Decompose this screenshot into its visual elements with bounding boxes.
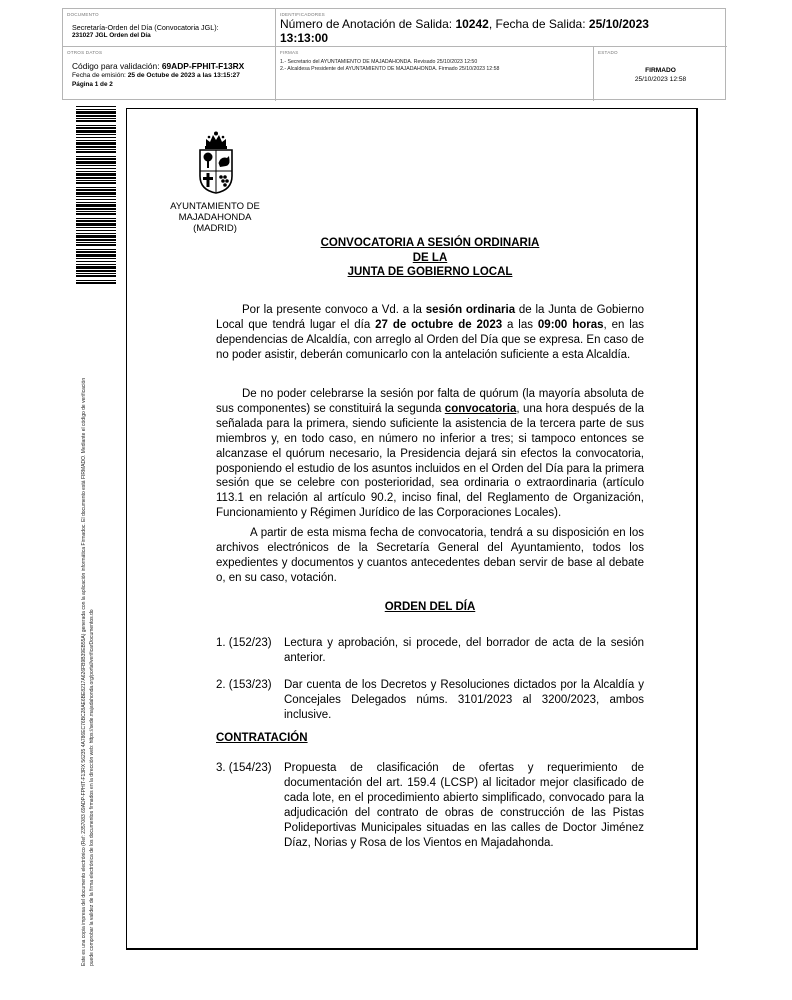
paragraph-convocatoria bbox=[216, 303, 644, 363]
ayuntamiento-name bbox=[150, 201, 280, 234]
agenda-item-text: Propuesta de clasificación de ofertas y requerimiento de documentación del art. 159.4 (LCSP) al licitador mejor clasificado de cada lote, en el procedimiento abierto simplificado, convocado para la adjudicación del contrato de obras de construcción de las Pistas Polideportivas Municipales situadas en las calles de Doctor Jiménez Díaz, Norias y Rosa de los Vientos en Majadahonda. bbox=[284, 762, 644, 849]
barcode-bar bbox=[76, 249, 116, 250]
barcode-bar bbox=[76, 149, 116, 150]
barcode-bar bbox=[76, 251, 116, 253]
barcode-bar bbox=[76, 127, 116, 129]
barcode-bar bbox=[76, 213, 116, 215]
barcode-bar bbox=[76, 264, 116, 265]
coat-of-arms-icon bbox=[196, 130, 236, 194]
estado-fecha: 25/10/2023 12:58 bbox=[634, 76, 687, 83]
registro-cell bbox=[276, 9, 727, 47]
otros-datos-cell bbox=[63, 47, 276, 101]
registro-time: 13:13:00 bbox=[280, 31, 329, 45]
margin-line-2: puede comprobar la validez de la firma electrónica de los documentos firmados en la dirección web: https://sede.majadahonda.org/portal/verificarDocumentos.do bbox=[89, 609, 95, 966]
barcode-bar bbox=[76, 223, 116, 226]
barcode-bar bbox=[76, 192, 116, 195]
firmas-cell bbox=[276, 47, 594, 101]
registro-number: 10242 bbox=[455, 17, 489, 31]
barcode-bar bbox=[76, 270, 116, 272]
registro-date: 25/10/2023 bbox=[588, 17, 649, 31]
barcode-bar bbox=[76, 242, 116, 243]
p1-fecha: 27 de octubre de 2023 bbox=[375, 318, 503, 331]
barcode-bar bbox=[76, 137, 116, 138]
barcode-bar bbox=[76, 120, 116, 122]
barcode-bar bbox=[76, 165, 116, 166]
estado-cell bbox=[594, 47, 727, 101]
barcode-bar bbox=[76, 261, 116, 262]
barcode-bar bbox=[76, 130, 116, 133]
barcode-bar bbox=[76, 109, 116, 110]
document-title bbox=[216, 236, 644, 280]
pagina-indicator: Página 1 de 2 bbox=[72, 81, 113, 88]
agenda-item-number: 1. (152/23) bbox=[216, 637, 272, 649]
documento-label: DOCUMENTO bbox=[67, 12, 99, 17]
p1-sesion-ordinaria: sesión ordinaria bbox=[425, 304, 516, 316]
codigo-value: 69ADP-FPHIT-F13RX bbox=[161, 61, 245, 71]
barcode-bar bbox=[76, 142, 116, 145]
agenda-item-number: 3. (154/23) bbox=[216, 762, 272, 774]
p1-text-c: de la Junta de Gobierno Local que tendrá lugar el día bbox=[216, 304, 644, 331]
agenda-item-number: 2. (153/23) bbox=[216, 679, 272, 691]
barcode-image bbox=[76, 106, 116, 284]
emision-prefix: Fecha de emisión: bbox=[72, 72, 128, 79]
estado-label: ESTADO bbox=[598, 50, 618, 55]
barcode-bar bbox=[76, 199, 116, 200]
ayto-line-1: AYUNTAMIENTO DE bbox=[170, 201, 260, 212]
barcode-bar bbox=[76, 118, 116, 119]
barcode-bar bbox=[76, 125, 116, 126]
fecha-emision bbox=[72, 72, 240, 79]
barcode-bar bbox=[76, 180, 116, 181]
title-line-1: CONVOCATORIA A SESIÓN ORDINARIA bbox=[320, 237, 540, 249]
barcode-bar bbox=[76, 189, 116, 191]
barcode-bar bbox=[76, 227, 116, 228]
p1-text-e: a las bbox=[502, 318, 538, 331]
barcode-bar bbox=[76, 235, 116, 238]
barcode-bar bbox=[76, 187, 116, 188]
p1-text-a: Por la presente convoco a Vd. a la bbox=[242, 304, 426, 316]
p2-text-a: De no poder celebrarse la sesión por falta de quórum (la mayoría absoluta de sus componentes) se constituirá la segunda bbox=[216, 388, 644, 415]
barcode-bar bbox=[76, 151, 116, 153]
document-header bbox=[62, 8, 726, 100]
barcode-bar bbox=[76, 211, 116, 212]
registro-label: IDENTIFICADORES bbox=[280, 12, 325, 17]
barcode-bar bbox=[76, 202, 116, 203]
p1-hora: 09:00 horas bbox=[537, 318, 604, 331]
barcode-bar bbox=[76, 208, 116, 210]
barcode-bar bbox=[76, 204, 116, 207]
barcode-bar bbox=[76, 173, 116, 176]
registro-mid: , Fecha de Salida: bbox=[488, 17, 589, 31]
firma-2: 2.- Alcaldesa Presidente del AYUNTAMIENTO DE MAJADAHONDA. Firmado 25/10/2023 12:58 bbox=[280, 66, 500, 72]
barcode-bar bbox=[76, 171, 116, 172]
barcode-bar bbox=[76, 161, 116, 164]
registro-prefix: Número de Anotación de Salida: bbox=[280, 17, 456, 31]
agenda-item-text: Dar cuenta de los Decretos y Resoluciones dictados por la Alcaldía y Concejales Delegados núms. 3101/2023 al 3200/2023, ambos inclusive. bbox=[284, 679, 644, 721]
barcode-bar bbox=[76, 146, 116, 148]
barcode-bar bbox=[76, 258, 116, 259]
contratacion-heading: CONTRATACIÓN bbox=[216, 732, 308, 744]
barcode-bar bbox=[76, 106, 116, 107]
barcode-bar bbox=[76, 156, 116, 157]
barcode-bar bbox=[76, 115, 116, 117]
barcode-bar bbox=[76, 196, 116, 197]
firmas-label: FIRMAS bbox=[280, 50, 299, 55]
codigo-validacion bbox=[72, 61, 244, 71]
documento-cell bbox=[63, 9, 276, 47]
ayto-line-3: (MADRID) bbox=[193, 223, 237, 234]
ayto-line-2: MAJADAHONDA bbox=[178, 212, 252, 223]
firma-1: 1.- Secretario del AYUNTAMIENTO DE MAJADAHONDA. Revisado 25/10/2023 12:50 bbox=[280, 59, 478, 65]
codigo-prefix: Código para validación: bbox=[72, 61, 162, 71]
orden-del-dia-heading: ORDEN DEL DÍA bbox=[384, 601, 476, 613]
documento-ref: 231027 JGL Orden del Día bbox=[72, 32, 151, 39]
emision-value: 25 de Octube de 2023 a las 13:15:27 bbox=[127, 72, 240, 79]
documento-name: Secretaría-Orden del Día (Convocatoria JGL): bbox=[72, 23, 219, 32]
barcode-bar bbox=[76, 254, 116, 257]
registro-text bbox=[280, 17, 720, 45]
title-line-3: JUNTA DE GOBIERNO LOCAL bbox=[347, 266, 513, 278]
paragraph-archivos: A partir de esta misma fecha de convocatoria, tendrá a su disposición en los archivos electrónicos de la Secretaría General del Ayuntamiento, todos los expedientes y documentos y cuantos antecedentes deban servir de base al debate o, en su caso, votación. bbox=[216, 527, 644, 584]
barcode-bar bbox=[76, 266, 116, 269]
paragraph-quorum bbox=[216, 387, 644, 521]
p1-text-g: , en las dependencias de Alcaldía, con arreglo al Orden del Día que se expresa. En caso de no poder asistir, deberán comunicarlo con la antelación suficiente a esta Alcaldía. bbox=[216, 318, 645, 361]
barcode-bar bbox=[76, 134, 116, 135]
estado-value: FIRMADO bbox=[645, 67, 676, 74]
otros-label: OTROS DATOS bbox=[67, 50, 103, 55]
barcode-bar bbox=[76, 158, 116, 160]
margin-line-1: Este es una copia impresa del documento electrónico (Ref: 2357083 69ADP-FPHIT-F13RX 56235 4A786EC76BC28AE6BE8217A626FB9B39EB55A) generada con la aplicación informática Firmadoc. El documento está FIRMADO. Mediante el código de verificación bbox=[81, 377, 87, 966]
barcode-bar bbox=[76, 273, 116, 274]
verification-margin-text bbox=[80, 276, 96, 966]
title-line-2: DE LA bbox=[412, 251, 448, 264]
barcode-bar bbox=[76, 111, 116, 114]
barcode-bar bbox=[76, 177, 116, 179]
barcode-bar bbox=[76, 168, 116, 169]
barcode-bar bbox=[76, 140, 116, 141]
barcode-bar bbox=[76, 230, 116, 231]
barcode-bar bbox=[76, 233, 116, 234]
barcode-bar bbox=[76, 239, 116, 241]
agenda-item-text: Lectura y aprobación, si procede, del borrador de acta de la sesión anterior. bbox=[284, 637, 644, 664]
p2-text-c: , una hora después de la señalada para la primera, siendo suficiente la asistencia de la tercera parte de sus miembros y, en todo caso, en número no inferior a tres; si tampoco entonces se alcanzase el quórum necesario, la Presidencia dejará sin efectos la convocatoria, posponiendo el estudio de los asuntos incluidos en el Orden del Día para la primera sesión que se celebre con posterioridad, sea ordinaria o extraordinaria (artículo 113.1 en relación al artículo 90.2, inciso final, del Reglamento de Organización, Funcionamiento y Régimen Jurídico de las Corporaciones Locales). bbox=[216, 402, 644, 520]
barcode-bar bbox=[76, 182, 116, 184]
p2-convocatoria: convocatoria bbox=[444, 402, 517, 415]
barcode-bar bbox=[76, 220, 116, 222]
barcode-bar bbox=[76, 218, 116, 219]
barcode-bar bbox=[76, 244, 116, 246]
